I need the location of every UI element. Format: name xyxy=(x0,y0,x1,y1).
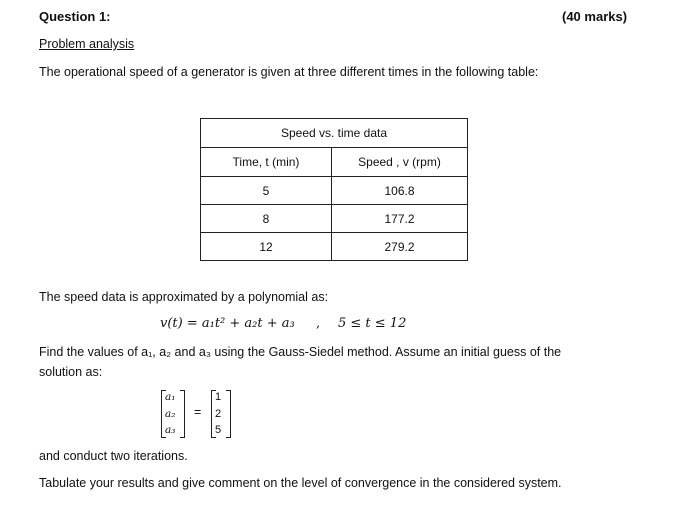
approx-text: The speed data is approximated by a polynomial as: xyxy=(39,290,329,304)
equation-separator: , xyxy=(316,316,321,331)
table-cell-speed: 106.8 xyxy=(332,177,468,205)
left-bracket-close xyxy=(180,390,185,438)
vector-entry: a₂ xyxy=(165,407,176,420)
right-bracket-close xyxy=(226,390,231,438)
intro-text: The operational speed of a generator is given at three different times in the following table: xyxy=(39,65,539,79)
vector-entry: a₁ xyxy=(165,391,176,403)
table-cell-time: 12 xyxy=(201,233,332,261)
table-row xyxy=(201,233,468,261)
equation-range: 5 ≤ t ≤ 12 xyxy=(338,316,407,331)
unknowns-vector xyxy=(162,391,178,437)
polynomial-equation: v(t) = a₁t² + a₂t + a₃ xyxy=(160,316,295,331)
table-cell-speed: 177.2 xyxy=(332,205,468,233)
table-row xyxy=(201,177,468,205)
tabulate-text: Tabulate your results and give comment on the level of convergence in the considered system. xyxy=(39,476,562,490)
iterations-text: and conduct two iterations. xyxy=(39,449,188,463)
table-header-time: Time, t (min) xyxy=(201,148,332,177)
question-marks: (40 marks) xyxy=(562,9,628,24)
table-cell-time: 5 xyxy=(201,177,332,205)
vector-entry: 5 xyxy=(215,424,222,436)
find-text-line2: solution as: xyxy=(39,365,103,379)
table-cell-speed: 279.2 xyxy=(332,233,468,261)
table-cell-time: 8 xyxy=(201,205,332,233)
vector-entry: 1 xyxy=(215,391,222,403)
vector-entry: 2 xyxy=(215,407,222,420)
table-row xyxy=(201,205,468,233)
question-title: Question 1: xyxy=(39,9,111,24)
table-header-speed: Speed , v (rpm) xyxy=(332,148,468,177)
vector-entry: a₃ xyxy=(165,424,176,436)
table-caption: Speed vs. time data xyxy=(201,119,468,148)
initial-values-vector xyxy=(212,391,224,437)
section-heading: Problem analysis xyxy=(39,37,135,51)
speed-time-table xyxy=(200,118,468,261)
equals-sign: = xyxy=(194,405,202,419)
find-text-line1: Find the values of a₁, a₂ and a₃ using the Gauss-Siedel method. Assume an initial guess of the xyxy=(39,345,562,359)
